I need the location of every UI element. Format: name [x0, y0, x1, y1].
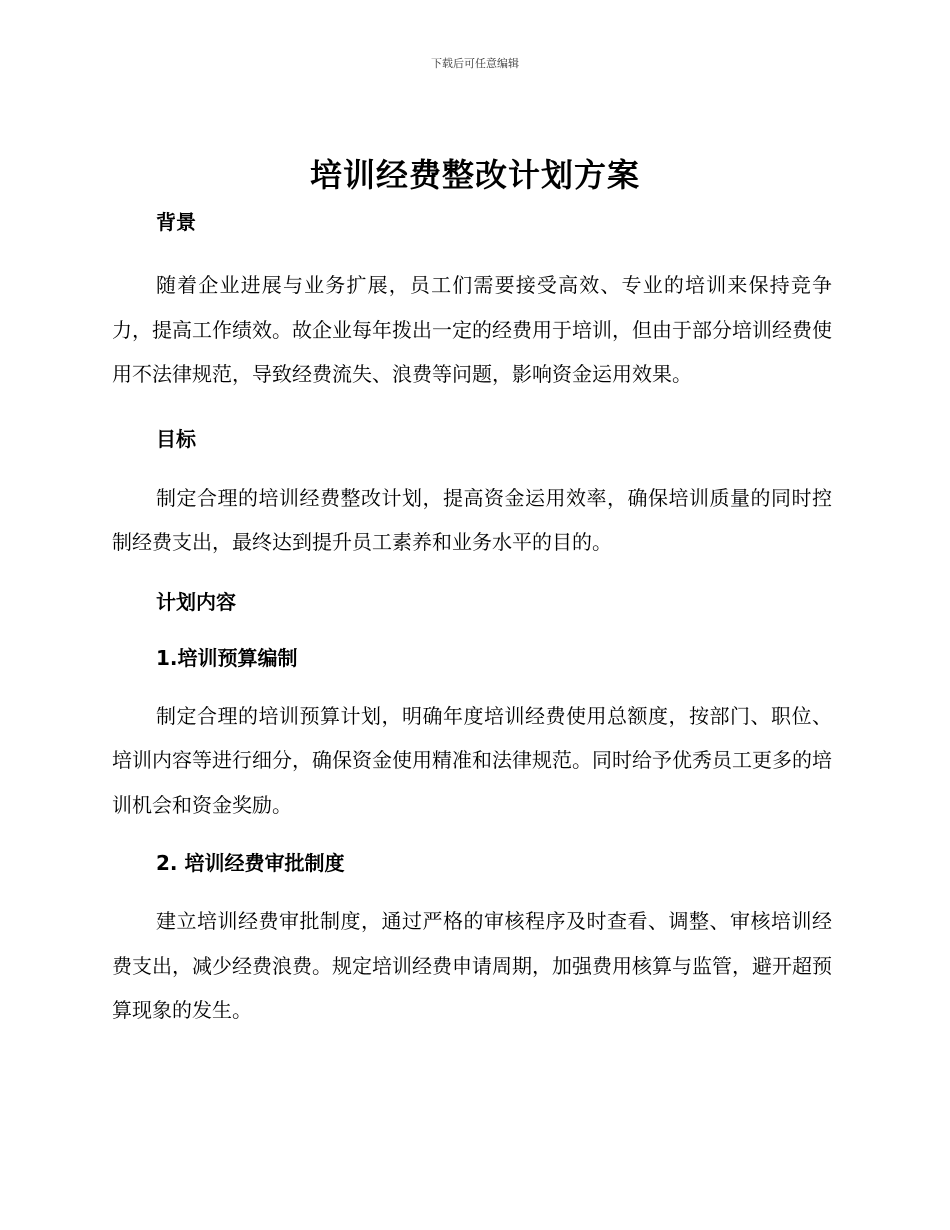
document-body: [112, 203, 832, 1033]
section-heading-background: 背景: [156, 210, 196, 234]
section-heading-plan: 计划内容: [156, 589, 236, 614]
subsection-text-budget: 制定合理的培训预算计划，明确年度培训经费使用总额度，按部门、职位、培训内容等进行细分，确保资金使用精准和法律规范。同时给予优秀员工更多的培训机会和资金奖励。: [112, 703, 832, 817]
document-title: 培训经费整改计划方案: [309, 156, 640, 194]
section-text-background: 随着企业进展与业务扩展，员工们需要接受高效、专业的培训来保持竞争力，提高工作绩效。故企业每年拨出一定的经费用于培训，但由于部分培训经费使用不法律规范，导致经费流失、浪费等问题，影响资金运用效果。: [112, 273, 832, 386]
header-note: 下载后可任意编辑: [431, 57, 519, 70]
subsection-heading-approval: 2. 培训经费审批制度: [156, 851, 345, 875]
subsection-text-approval: 建立培训经费审批制度，通过严格的审核程序及时查看、调整、审核培训经费支出，减少经费浪费。规定培训经费申请周期，加强费用核算与监管，避开超预算现象的发生。: [112, 909, 832, 1022]
subsection-heading-budget: 1.培训预算编制: [156, 645, 298, 670]
section-text-goal: 制定合理的培训经费整改计划，提高资金运用效率，确保培训质量的同时控制经费支出，最终达到提升员工素养和业务水平的目的。: [112, 485, 832, 554]
section-heading-goal: 目标: [156, 426, 196, 451]
